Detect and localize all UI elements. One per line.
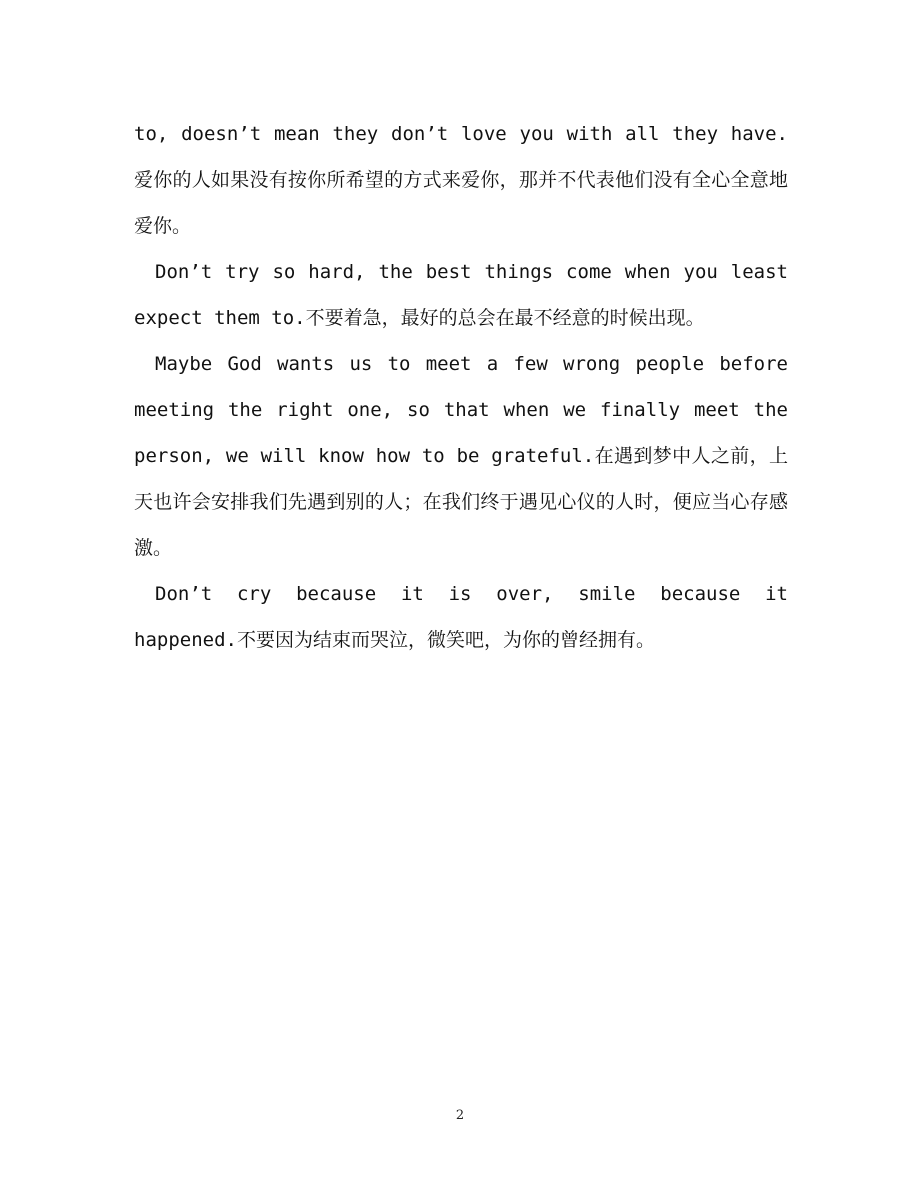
paragraph: Don’t try so hard, the best things come when you least expect them to.不要着急，最好的总会在最不经意的时候出现。 bbox=[134, 261, 788, 329]
page-number: 2 bbox=[455, 1108, 465, 1123]
paragraph: Don’t cry because it is over, smile because it happened.不要因为结束而哭泣，微笑吧，为你的曾经拥有。 bbox=[134, 583, 788, 651]
document-body bbox=[134, 111, 788, 663]
paragraph-continuation: to, doesn’t mean they don’t love you with all they have.爱你的人如果没有按你所希望的方式来爱你，那并不代表他们没有全心全意地爱你。 bbox=[134, 123, 788, 237]
paragraph: Maybe God wants us to meet a few wrong people before meeting the right one, so that when we finally meet the person, we will know how to be grateful.在遇到梦中人之前，上天也许会安排我们先遇到别的人；在我们终于遇见心仪的人时，便应当心存感激。 bbox=[134, 353, 788, 559]
